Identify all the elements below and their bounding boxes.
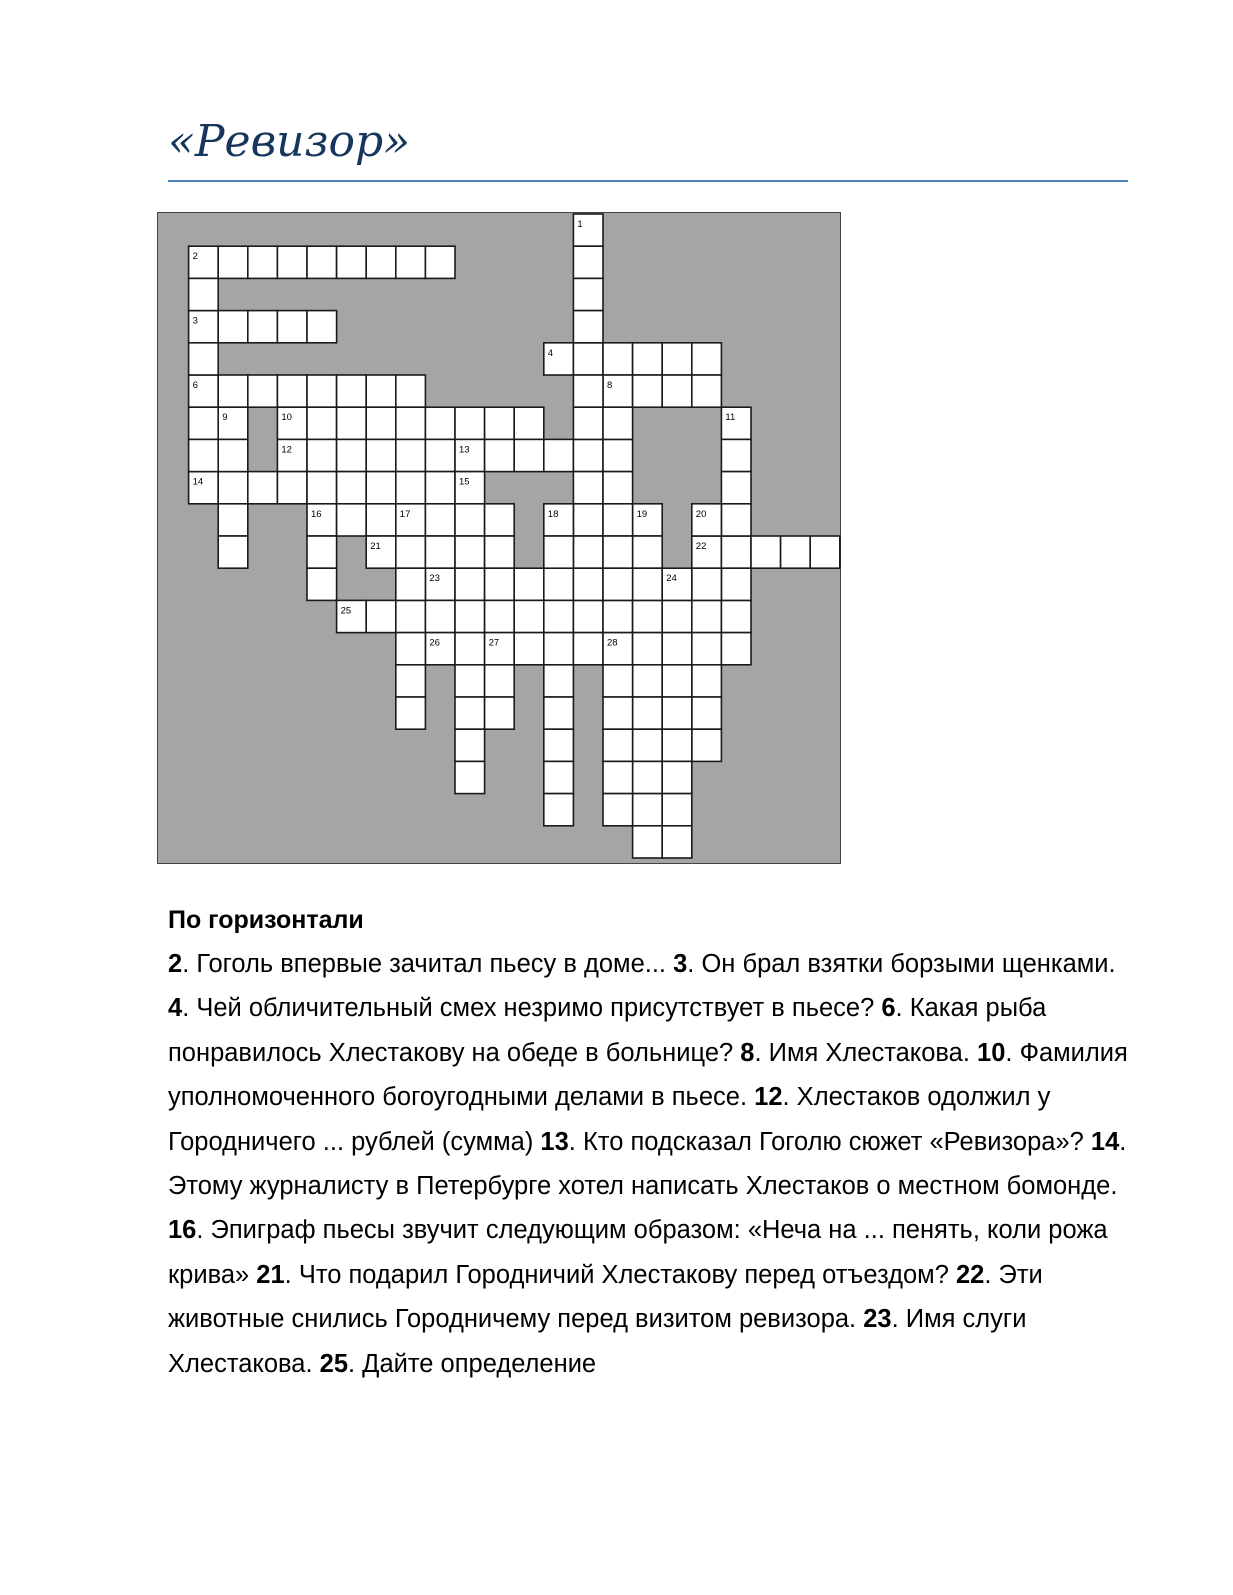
crossword-cell[interactable] bbox=[307, 407, 337, 439]
crossword-cell[interactable] bbox=[573, 536, 603, 568]
crossword-cell[interactable] bbox=[544, 600, 574, 632]
clue-number-label: 20 bbox=[695, 508, 707, 520]
crossword-cell[interactable] bbox=[396, 600, 426, 632]
crossword-cell[interactable] bbox=[277, 375, 307, 407]
crossword-cell[interactable] bbox=[544, 568, 574, 600]
crossword-cell[interactable] bbox=[662, 375, 692, 407]
clue-text: . Фамилия уполномоченного богоугодными делами в пьесе. bbox=[168, 1038, 1128, 1112]
clue-number-label: 1 bbox=[577, 219, 583, 230]
crossword-cell[interactable] bbox=[633, 826, 663, 858]
crossword-cell[interactable] bbox=[633, 794, 663, 826]
crossword-cell[interactable] bbox=[662, 600, 692, 632]
clue-number: 16 bbox=[168, 1216, 197, 1245]
crossword-cell[interactable] bbox=[633, 375, 663, 407]
crossword-cell[interactable] bbox=[721, 600, 751, 632]
crossword-cell[interactable] bbox=[248, 246, 278, 278]
crossword-cell[interactable] bbox=[692, 665, 722, 697]
clue-text: . Хлестаков одолжил у Городничего ... рублей (сумма) bbox=[168, 1083, 1051, 1156]
crossword-cell[interactable] bbox=[485, 568, 515, 600]
clue-item bbox=[540, 1128, 1091, 1156]
crossword-cell[interactable] bbox=[189, 439, 219, 471]
crossword-cell[interactable] bbox=[425, 536, 455, 568]
clue-number-label: 18 bbox=[547, 508, 559, 520]
crossword-cell[interactable] bbox=[573, 439, 603, 471]
clue-number-label: 2 bbox=[192, 251, 198, 263]
crossword-cell[interactable] bbox=[633, 761, 663, 793]
clue-item bbox=[740, 1039, 977, 1067]
crossword-cell[interactable] bbox=[248, 375, 278, 407]
crossword-cell[interactable] bbox=[692, 375, 722, 407]
crossword-cell[interactable] bbox=[366, 407, 396, 439]
crossword-cell[interactable] bbox=[307, 568, 337, 600]
crossword-cell[interactable] bbox=[425, 600, 455, 632]
crossword-cell[interactable] bbox=[662, 633, 692, 665]
crossword-cell[interactable] bbox=[218, 472, 248, 504]
clue-number-label: 15 bbox=[459, 476, 470, 488]
crossword-cell[interactable] bbox=[366, 246, 396, 278]
crossword-cell[interactable] bbox=[366, 439, 396, 471]
crossword-cell[interactable] bbox=[396, 536, 426, 568]
clue-number-label: 6 bbox=[192, 380, 198, 391]
clue-item bbox=[168, 950, 673, 978]
crossword-cell[interactable] bbox=[218, 375, 248, 407]
crossword-cell[interactable] bbox=[633, 568, 663, 600]
crossword-cell[interactable] bbox=[692, 729, 722, 761]
crossword-cell[interactable] bbox=[514, 407, 544, 439]
crossword-cell[interactable] bbox=[662, 761, 692, 793]
clue-number-label: 21 bbox=[370, 541, 381, 552]
clue-number-label: 13 bbox=[459, 444, 470, 456]
clue-text: . Имя слуги Хлестакова. bbox=[168, 1305, 1027, 1378]
crossword-cell[interactable] bbox=[603, 439, 633, 471]
crossword-cell[interactable] bbox=[218, 311, 248, 343]
clue-number-label: 25 bbox=[340, 605, 352, 617]
clue-number: 14 bbox=[1090, 1127, 1120, 1156]
clue-number: 25 bbox=[319, 1349, 349, 1378]
crossword-cell[interactable] bbox=[692, 343, 722, 375]
clue-number: 23 bbox=[863, 1305, 892, 1334]
crossword-cell[interactable] bbox=[544, 794, 574, 826]
crossword-cell[interactable] bbox=[485, 600, 515, 632]
clue-text: . Гоголь впервые зачитал пьесу в доме... bbox=[182, 950, 674, 978]
crossword-board bbox=[157, 212, 841, 864]
crossword-cell[interactable] bbox=[485, 697, 515, 729]
crossword-cell[interactable] bbox=[337, 472, 367, 504]
crossword-cell[interactable] bbox=[573, 633, 603, 665]
crossword-cell[interactable] bbox=[307, 375, 337, 407]
crossword-cell[interactable] bbox=[396, 633, 426, 665]
clue-number-label: 26 bbox=[429, 637, 440, 649]
crossword-cell[interactable] bbox=[573, 504, 603, 536]
crossword-cell[interactable] bbox=[366, 472, 396, 504]
crossword-cell[interactable] bbox=[485, 536, 515, 568]
page-title: «Ревизор» bbox=[168, 116, 411, 167]
crossword-cell[interactable] bbox=[692, 600, 722, 632]
crossword-cell[interactable] bbox=[455, 568, 485, 600]
clue-number-label: 3 bbox=[192, 315, 198, 327]
crossword-cell[interactable] bbox=[721, 472, 751, 504]
crossword-cell[interactable] bbox=[366, 504, 396, 536]
crossword-cell[interactable] bbox=[721, 568, 751, 600]
crossword-cell[interactable] bbox=[662, 729, 692, 761]
crossword-cell[interactable] bbox=[662, 826, 692, 858]
crossword-cell[interactable] bbox=[692, 697, 722, 729]
crossword-cell[interactable] bbox=[633, 633, 663, 665]
crossword-cell[interactable] bbox=[573, 311, 603, 343]
crossword-cell[interactable] bbox=[455, 536, 485, 568]
title-underline bbox=[168, 180, 1128, 182]
crossword-cell[interactable] bbox=[692, 633, 722, 665]
crossword-cell[interactable] bbox=[692, 568, 722, 600]
crossword-cell[interactable] bbox=[573, 246, 603, 278]
crossword-cell[interactable] bbox=[514, 439, 544, 471]
crossword-cell[interactable] bbox=[189, 343, 219, 375]
crossword-cell[interactable] bbox=[573, 472, 603, 504]
crossword-cell[interactable] bbox=[721, 504, 751, 536]
clue-number-label: 12 bbox=[281, 444, 292, 456]
clue-number-label: 19 bbox=[636, 508, 648, 520]
clue-text: . Эпиграф пьесы звучит следующим образом: «Неча на ... пенять, коли рожа крива» bbox=[168, 1216, 1108, 1289]
crossword-cell[interactable] bbox=[662, 665, 692, 697]
crossword-cell[interactable] bbox=[514, 568, 544, 600]
crossword-cell[interactable] bbox=[485, 665, 515, 697]
crossword-cell[interactable] bbox=[662, 343, 692, 375]
crossword-cell[interactable] bbox=[603, 536, 633, 568]
crossword-cell[interactable] bbox=[218, 504, 248, 536]
crossword-cell[interactable] bbox=[307, 246, 337, 278]
clue-number: 13 bbox=[540, 1127, 569, 1156]
clue-number-label: 24 bbox=[666, 573, 677, 585]
crossword-cell[interactable] bbox=[455, 407, 485, 439]
crossword-cell[interactable] bbox=[721, 439, 751, 471]
crossword-cell[interactable] bbox=[307, 536, 337, 568]
clue-text: . Эти животные снились Городничему перед визитом ревизора. bbox=[168, 1260, 1043, 1334]
clue-number: 12 bbox=[754, 1083, 783, 1112]
crossword-cell[interactable] bbox=[603, 568, 633, 600]
crossword-cell[interactable] bbox=[396, 697, 426, 729]
crossword-cell[interactable] bbox=[218, 536, 248, 568]
crossword-cell[interactable] bbox=[633, 600, 663, 632]
crossword-cell[interactable] bbox=[810, 536, 840, 568]
crossword-grid bbox=[158, 213, 842, 865]
crossword-cell[interactable] bbox=[425, 246, 455, 278]
crossword-cell[interactable] bbox=[633, 729, 663, 761]
crossword-cell[interactable] bbox=[455, 697, 485, 729]
crossword-cell[interactable] bbox=[603, 761, 633, 793]
crossword-cell[interactable] bbox=[277, 311, 307, 343]
clue-number-label: 27 bbox=[488, 637, 500, 649]
crossword-cell[interactable] bbox=[721, 536, 751, 568]
crossword-cell[interactable] bbox=[189, 278, 219, 310]
clue-text: . Чей обличительный смех незримо присутствует в пьесе? bbox=[182, 994, 882, 1023]
crossword-cell[interactable] bbox=[218, 246, 248, 278]
crossword-cell[interactable] bbox=[544, 536, 574, 568]
crossword-cell[interactable] bbox=[544, 633, 574, 665]
crossword-cell[interactable] bbox=[662, 794, 692, 826]
clue-number-label: 14 bbox=[192, 476, 204, 488]
crossword-cell[interactable] bbox=[573, 568, 603, 600]
crossword-cell[interactable] bbox=[603, 794, 633, 826]
clue-text: . Дайте определение bbox=[348, 1349, 597, 1378]
crossword-cell[interactable] bbox=[366, 600, 396, 632]
crossword-cell[interactable] bbox=[396, 246, 426, 278]
crossword-cell[interactable] bbox=[455, 600, 485, 632]
crossword-cell[interactable] bbox=[633, 697, 663, 729]
clue-item bbox=[168, 994, 881, 1022]
crossword-cell[interactable] bbox=[307, 311, 337, 343]
crossword-cell[interactable] bbox=[603, 504, 633, 536]
clue-number: 8 bbox=[740, 1038, 755, 1067]
crossword-cell[interactable] bbox=[603, 697, 633, 729]
clue-item bbox=[673, 950, 1116, 978]
crossword-cell[interactable] bbox=[485, 407, 515, 439]
crossword-cell[interactable] bbox=[633, 343, 663, 375]
crossword-cell[interactable] bbox=[366, 375, 396, 407]
crossword-cell[interactable] bbox=[277, 246, 307, 278]
clue-text: . Этому журналисту в Петербурге хотел написать Хлестаков о местном бомонде. bbox=[168, 1127, 1127, 1201]
clue-number: 10 bbox=[977, 1038, 1006, 1067]
clue-number-label: 10 bbox=[281, 412, 292, 424]
clue-number: 22 bbox=[955, 1260, 985, 1289]
clue-number-label: 16 bbox=[311, 508, 322, 520]
crossword-cell[interactable] bbox=[337, 375, 367, 407]
clue-number: 4 bbox=[168, 994, 183, 1023]
crossword-cell[interactable] bbox=[396, 407, 426, 439]
clue-number: 21 bbox=[256, 1260, 285, 1289]
clue-number-label: 28 bbox=[607, 637, 618, 649]
crossword-cell[interactable] bbox=[396, 665, 426, 697]
crossword-cell[interactable] bbox=[514, 600, 544, 632]
crossword-cell[interactable] bbox=[455, 761, 485, 793]
clue-text: . Он брал взятки борзыми щенками. bbox=[687, 950, 1116, 978]
crossword-cell[interactable] bbox=[455, 665, 485, 697]
crossword-cell[interactable] bbox=[307, 439, 337, 471]
crossword-cell[interactable] bbox=[633, 536, 663, 568]
clues-across-list bbox=[168, 942, 1128, 1386]
crossword-cell[interactable] bbox=[721, 633, 751, 665]
crossword-cell[interactable] bbox=[396, 439, 426, 471]
crossword-cell[interactable] bbox=[485, 439, 515, 471]
crossword-cell[interactable] bbox=[307, 472, 337, 504]
crossword-cell[interactable] bbox=[455, 729, 485, 761]
crossword-cell[interactable] bbox=[633, 665, 663, 697]
crossword-cell[interactable] bbox=[396, 375, 426, 407]
clue-item bbox=[320, 1350, 596, 1378]
crossword-cell[interactable] bbox=[248, 311, 278, 343]
clue-text: . Имя Хлестакова. bbox=[754, 1038, 978, 1067]
clue-text: . Кто подсказал Гоголю сюжет «Ревизора»? bbox=[568, 1127, 1091, 1156]
crossword-cell[interactable] bbox=[544, 761, 574, 793]
clue-text: . Что подарил Городничий Хлестакову перед отъездом? bbox=[284, 1260, 956, 1289]
clue-number-label: 22 bbox=[695, 541, 707, 552]
crossword-cell[interactable] bbox=[603, 665, 633, 697]
clue-text: . Какая рыба понравилось Хлестакову на обеде в больнице? bbox=[168, 994, 1047, 1067]
crossword-cell[interactable] bbox=[337, 246, 367, 278]
clue-number: 6 bbox=[881, 994, 896, 1023]
clue-item bbox=[256, 1261, 956, 1289]
crossword-cell[interactable] bbox=[248, 472, 278, 504]
crossword-cell[interactable] bbox=[573, 600, 603, 632]
crossword-cell[interactable] bbox=[573, 407, 603, 439]
crossword-cell[interactable] bbox=[573, 375, 603, 407]
clue-number: 3 bbox=[673, 950, 688, 978]
crossword-cell[interactable] bbox=[337, 439, 367, 471]
crossword-cell[interactable] bbox=[425, 407, 455, 439]
clue-number-label: 17 bbox=[399, 508, 411, 520]
crossword-cell[interactable] bbox=[455, 633, 485, 665]
crossword-cell[interactable] bbox=[544, 665, 574, 697]
crossword-cell[interactable] bbox=[751, 536, 781, 568]
crossword-cell[interactable] bbox=[396, 568, 426, 600]
crossword-cell[interactable] bbox=[277, 472, 307, 504]
crossword-cell[interactable] bbox=[455, 504, 485, 536]
clue-number: 2 bbox=[168, 950, 183, 978]
crossword-cell[interactable] bbox=[337, 407, 367, 439]
crossword-cell[interactable] bbox=[781, 536, 811, 568]
clue-number-label: 11 bbox=[725, 412, 736, 424]
crossword-cell[interactable] bbox=[603, 600, 633, 632]
crossword-cell[interactable] bbox=[514, 633, 544, 665]
crossword-cell[interactable] bbox=[603, 343, 633, 375]
crossword-cell[interactable] bbox=[485, 504, 515, 536]
crossword-cell[interactable] bbox=[603, 472, 633, 504]
crossword-cell[interactable] bbox=[544, 729, 574, 761]
clue-number-label: 23 bbox=[429, 573, 440, 585]
crossword-cell[interactable] bbox=[603, 407, 633, 439]
clues-heading: По горизонтали bbox=[168, 906, 364, 934]
crossword-cell[interactable] bbox=[425, 472, 455, 504]
crossword-cell[interactable] bbox=[544, 439, 574, 471]
crossword-cell[interactable] bbox=[573, 278, 603, 310]
crossword-cell[interactable] bbox=[425, 504, 455, 536]
clue-number-label: 8 bbox=[607, 380, 613, 391]
clue-number-label: 9 bbox=[222, 412, 228, 424]
crossword-cell[interactable] bbox=[218, 439, 248, 471]
crossword-cell[interactable] bbox=[425, 439, 455, 471]
crossword-cell[interactable] bbox=[603, 729, 633, 761]
crossword-cell[interactable] bbox=[544, 697, 574, 729]
crossword-cell[interactable] bbox=[337, 504, 367, 536]
clue-number-label: 4 bbox=[547, 347, 554, 359]
crossword-cell[interactable] bbox=[662, 697, 692, 729]
crossword-cell[interactable] bbox=[573, 343, 603, 375]
crossword-cell[interactable] bbox=[189, 407, 219, 439]
crossword-cell[interactable] bbox=[396, 472, 426, 504]
clues-section bbox=[168, 898, 1128, 1386]
